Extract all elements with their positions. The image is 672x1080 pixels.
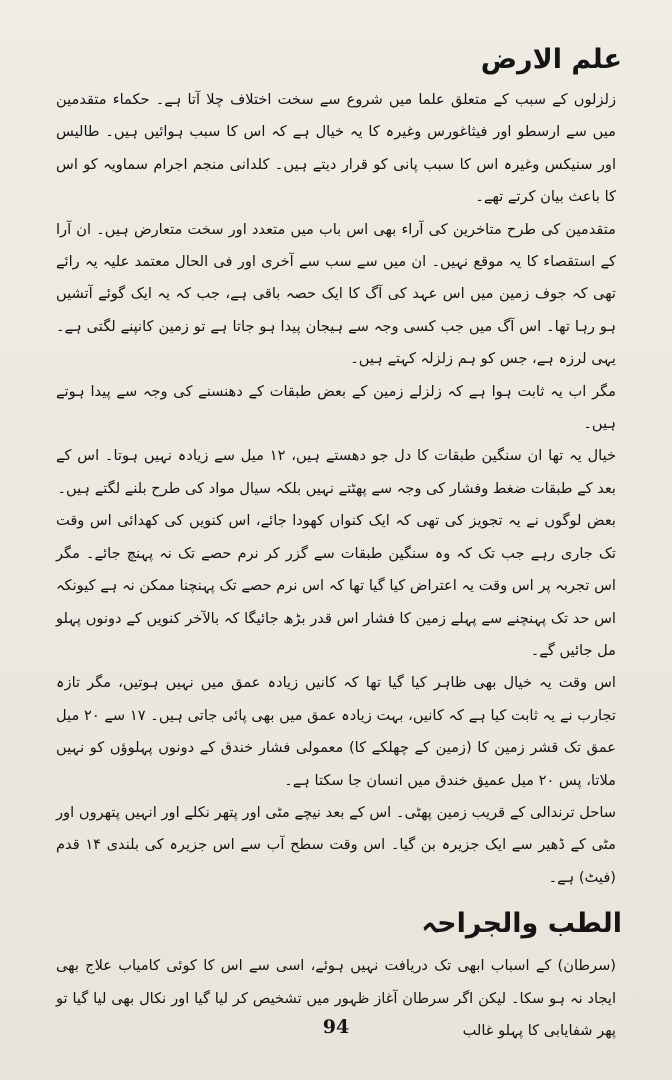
- paragraph-cancer: (سرطان) کے اسباب ابھی تک دریافت نہیں ہوئے، اسی سے اس کا کوئی کامیاب علاج بھی ایجاد نہ ہو سکا۔ لیکن اگر سرطان آغاز ظہور میں تشخیص کر لیا گیا اور نکال بھی لیا گیا تو پھر شفایابی کا پہلو غالب: [56, 957, 616, 1039]
- paragraph-mine-depth: اس وقت یہ خیال بھی ظاہر کیا گیا تھا کہ کانیں زیادہ عمق میں نہیں ہوتیں، مگر تازہ تجارب نے یہ ثابت کیا ہے کہ کانیں، بہت زیادہ عمق میں بھی پائی جاتی ہیں۔ ۱۷ سے ۲۰ میل عمق تک قشر زمین کا (زمین کے چھلکے کا) معمولی فشار خندق کے دونوں پہلوؤں کو نہیں ملاتا، پس ۲۰ میل عمیق خندق میں انسان جا سکتا ہے۔: [56, 674, 616, 789]
- paragraph-island-formation: ساحل ترندالی کے قریب زمین پھٹی۔ اس کے بعد نیچے مٹی اور پتھر نکلے اور انہیں پتھروں اور مٹی کے ڈھیر سے ایک جزیرہ بن گیا۔ اس وقت سطح آب سے اس جزیرہ کی بلندی ۱۴ قدم (فیٹ) ہے۔: [56, 803, 616, 886]
- paragraph-strata-depth: خیال یہ تھا ان سنگین طبقات کا دل جو دھستے ہیں، ۱۲ میل سے زیادہ نہیں ہوتا۔ اس کے بعد کے طبقات ضغط وفشار کی وجہ سے پھٹتے نہیں بلکہ سیال مواد کی طرح بلنے لگتے ہیں۔: [56, 447, 616, 497]
- paragraph-earthquake-causes: زلزلوں کے سبب کے متعلق علما میں شروع سے سخت اختلاف چلا آتا ہے۔ حکماء متقدمین میں سے ارسطو اور فیثاغورس وغیرہ کا یہ خیال ہے کہ اس کا سبب ہوائیں ہیں۔ طالیس اور سنیکس وغیرہ اس کا سبب پانی کو قرار دیتے ہیں۔ کلدانی منجم اجرام سماویہ کو اس کا باعث بیان کرتے تھے۔: [56, 91, 616, 206]
- section-heading-geology: علم الارض: [480, 44, 622, 75]
- paragraph-strata-sinking: مگر اب یہ ثابت ہوا ہے کہ زلزلے زمین کے بعض طبقات کے دھنسنے کی وجہ سے پیدا ہوتے ہیں۔: [56, 382, 616, 433]
- page-content: [56, 40, 622, 1047]
- paragraph-well-proposal: بعض لوگوں نے یہ تجویز کی تھی کہ ایک کنواں کھودا جائے، اس کنویں کی کھدائی اس وقت تک جاری رہے جب تک کہ وہ سنگین طبقات سے گزر کر نرم حصے تک نہ پہنچ جائے۔ مگر اس تجربہ پر اس وقت یہ اعتراض کیا گیا تھا کہ اس نرم حصے تک پہنچنا ممکن نہ ہے کیونکہ اس حد تک پہنچنے سے پہلے زمین کا فشار اس قدر بڑھ جائیگا کہ بالآخر کنویں کے دونوں پہلو مل جائیں گے۔: [56, 512, 616, 659]
- page-number: 94: [322, 1016, 350, 1038]
- paragraph-later-opinions: متقدمین کی طرح متاخرین کی آراء بھی اس باب میں متعدد اور سخت متعارض ہیں۔ ان آرا کے استقصاء کا یہ موقع نہیں۔ ان میں سے سب سے آخری اور فی الحال معتمد علیہ یہ رائے تھی کہ جوف زمین میں اس عہد کی آگ کا ایک حصہ باقی ہے، جب کہ یہ ایک گوئے آتشیں ہو رہا تھا۔ اس آگ میں جب کسی وجہ سے ہیجان پیدا ہو جاتا ہے تو زمین کانپنے لگتی ہے۔ یہی لرزہ ہے، جس کو ہم زلزلہ کہتے ہیں۔: [56, 220, 616, 368]
- section-heading-medicine: الطب والجراحہ: [421, 908, 622, 940]
